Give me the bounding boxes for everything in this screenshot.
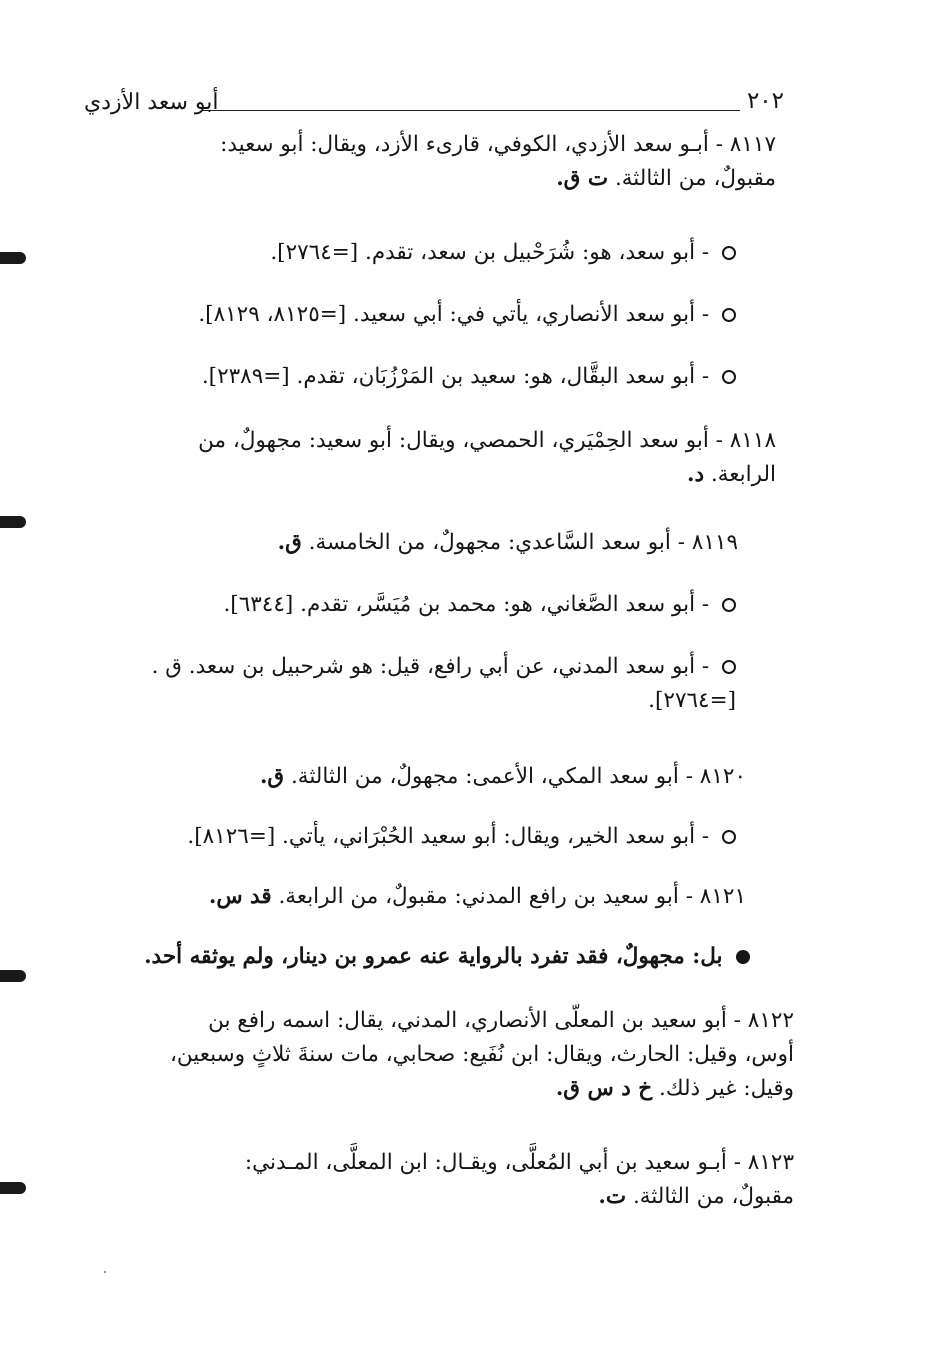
running-title: أبو سعد الأزدي [84, 90, 219, 115]
entry-8118 [86, 424, 776, 492]
entry-8119 [198, 526, 738, 560]
scan-speck [104, 1271, 106, 1273]
entry-line: ٨١١٧ - أبـو سعد الأزدي، الكوفي، قارىء الأزد، ويقال: أبو سعيد: [220, 132, 776, 157]
entry-line: ٨١٢٢ - أبو سعيد بن المعلّى الأنصاري، المدني، يقال: اسمه رافع بن [208, 1008, 794, 1033]
open-circle-icon [722, 660, 736, 674]
entry-line: ٨١١٩ - أبو سعد السَّاعدي: مجهولٌ، من الخامسة. [308, 530, 738, 555]
open-circle-icon [722, 246, 736, 260]
cross-ref-entry [106, 820, 736, 854]
entry-line: - أبو سعد المدني، عن أبي رافع، قيل: هو شرحبيل بن سعد. ق . [151, 654, 710, 679]
entry-8122 [94, 1004, 794, 1106]
entry-line: - أبو سعد، هو: شُرَحْبيل بن سعد، تقدم. [=٢٧٦٤]. [270, 240, 710, 265]
entry-8123 [94, 1146, 794, 1214]
cross-ref-entry [86, 650, 736, 718]
filled-circle-icon [736, 950, 750, 964]
scan-edge-mark [0, 1182, 26, 1194]
entry-8121 [146, 880, 746, 914]
editor-note [100, 940, 750, 974]
entry-line: - أبو سعد الصَّغاني، هو: محمد بن مُيَسَّر، تقدم. [٦٣٤٤]. [223, 592, 710, 617]
cross-ref-entry [136, 360, 736, 394]
page-number: ٢٠٢ [746, 88, 784, 114]
entry-line: وقيل: غير ذلك. [658, 1076, 794, 1101]
entry-line: مقبولٌ، من الثالثة. [632, 1184, 794, 1209]
cross-ref-entry [196, 236, 736, 270]
scan-edge-mark [0, 252, 26, 264]
source-codes: خ د س ق. [555, 1076, 653, 1101]
source-codes: د. [687, 462, 705, 487]
source-codes: ت. [598, 1184, 627, 1209]
entry-line: ٨١٢١ - أبو سعيد بن رافع المدني: مقبولٌ، من الرابعة. [278, 884, 746, 909]
entry-line: بل: مجهولٌ، فقد تفرد بالرواية عنه عمرو بن دينار، ولم يوثقه أحد. [144, 944, 723, 969]
open-circle-icon [722, 830, 736, 844]
source-codes: ق. [259, 764, 285, 789]
source-codes: قد س. [208, 884, 272, 909]
entry-line: أوس، وقيل: الحارث، ويقال: ابن نُفَيع: صحابي، مات سنةَ ثلاثٍ وسبعين، [169, 1042, 794, 1067]
entry-line: - أبو سعد الخير، ويقال: أبو سعيد الحُبْرَاني، يأتي. [=٨١٢٦]. [187, 824, 710, 849]
scan-edge-mark [0, 516, 26, 528]
source-codes: ت ق. [556, 166, 609, 191]
entry-8120 [186, 760, 746, 794]
header-rule [202, 110, 740, 111]
page-header [84, 88, 784, 122]
entry-line: مقبولٌ، من الثالثة. [614, 166, 776, 191]
entry-line: الرابعة. [710, 462, 776, 487]
entry-line: ٨١٢٣ - أبـو سعيد بن أبي المُعلَّى، ويقـال: ابن المعلَّى، المـدني: [244, 1150, 794, 1175]
entry-8117 [86, 128, 776, 196]
scan-edge-mark [0, 970, 26, 982]
source-codes: ق. [277, 530, 302, 555]
entry-line: - أبو سعد البقَّال، هو: سعيد بن المَرْزُبَان، تقدم. [=٢٣٨٩]. [201, 364, 710, 389]
open-circle-icon [722, 308, 736, 322]
cross-ref-entry [106, 298, 736, 332]
entry-line: [=٢٧٦٤]. [648, 688, 736, 713]
entry-line: - أبو سعد الأنصاري، يأتي في: أبي سعيد. [=٨١٢٥، ٨١٢٩]. [198, 302, 710, 327]
entry-line: ٨١١٨ - أبو سعد الحِمْيَري، الحمصي، ويقال: أبو سعيد: مجهولٌ، من [198, 428, 776, 453]
cross-ref-entry [136, 588, 736, 622]
open-circle-icon [722, 370, 736, 384]
open-circle-icon [722, 598, 736, 612]
entry-line: ٨١٢٠ - أبو سعد المكي، الأعمى: مجهولٌ، من الثالثة. [290, 764, 746, 789]
